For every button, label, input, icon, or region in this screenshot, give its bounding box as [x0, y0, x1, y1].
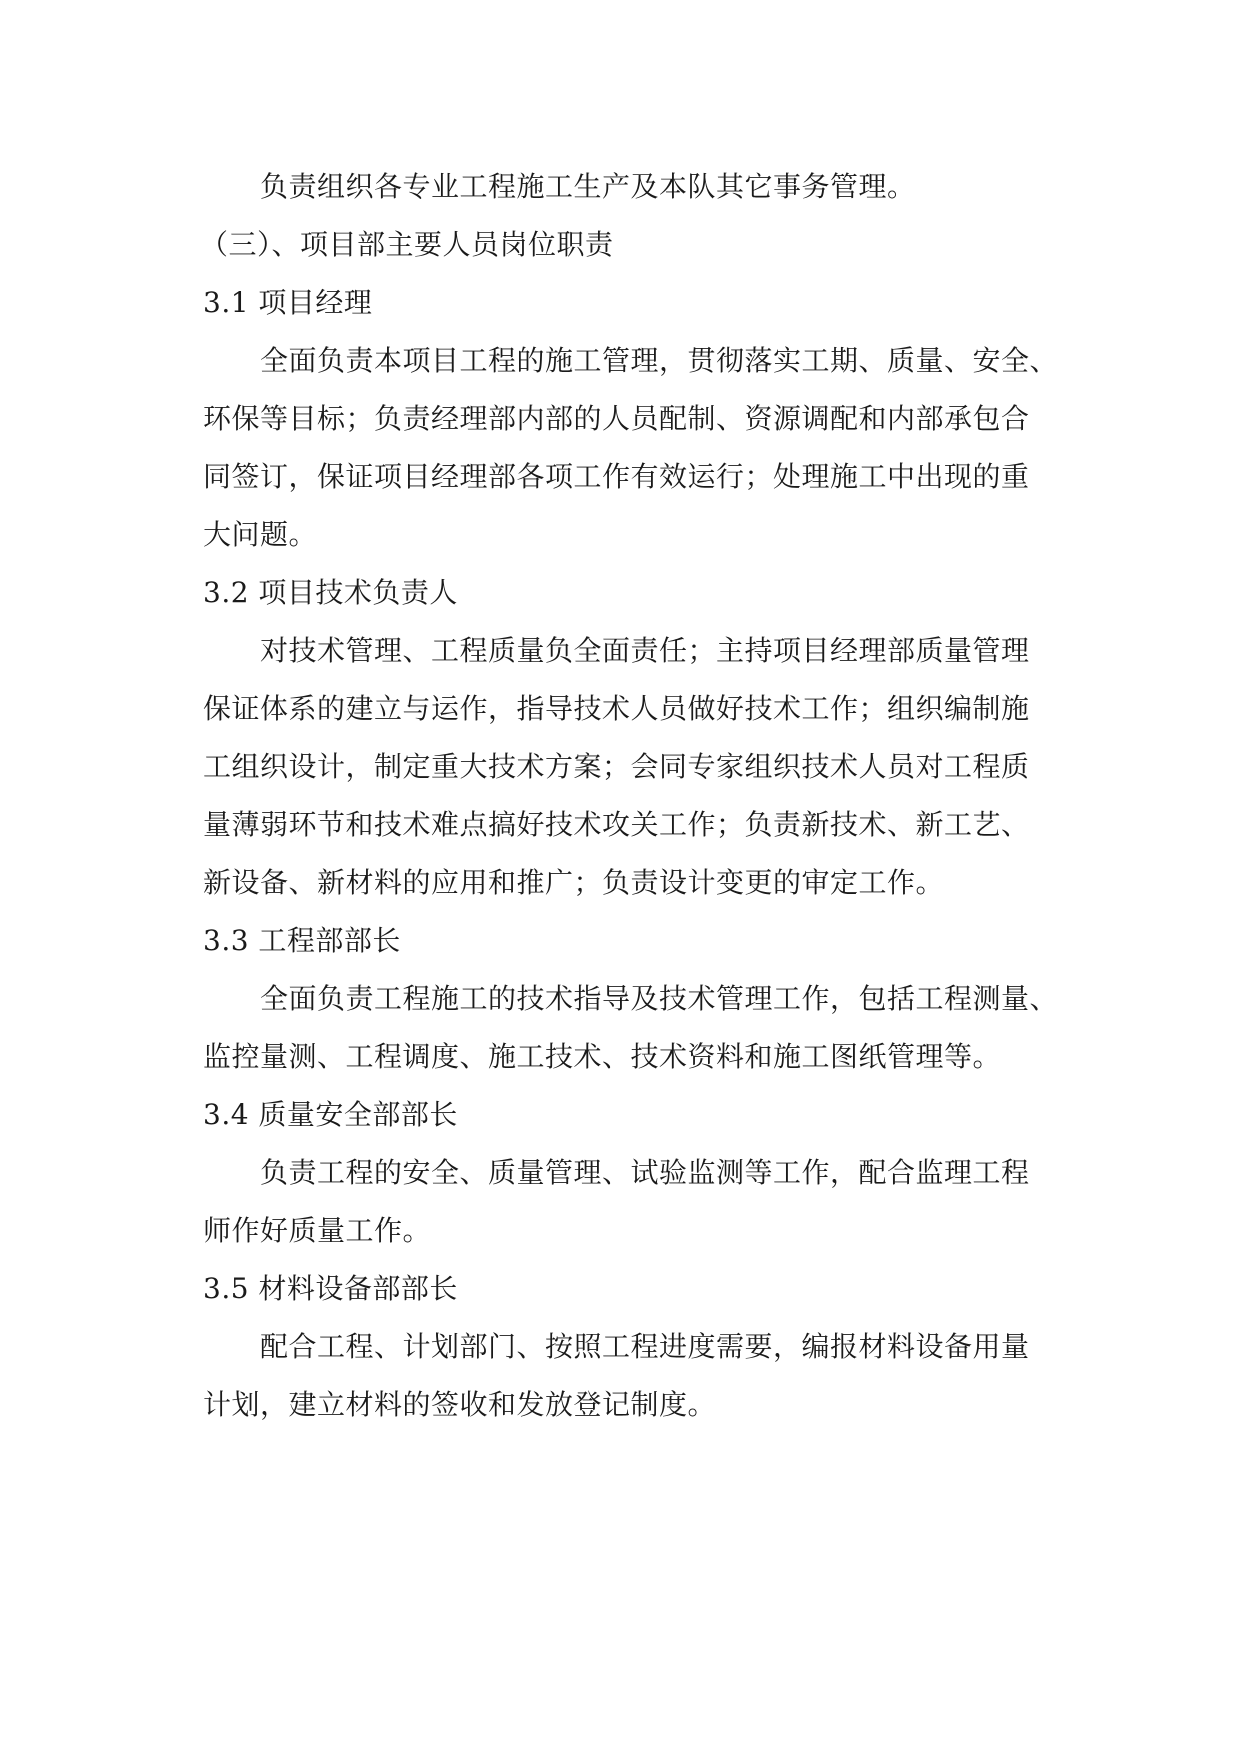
paragraph-line: 环保等目标；负责经理部内部的人员配制、资源调配和内部承包合	[203, 402, 1030, 435]
paragraph-line: 保证体系的建立与运作，指导技术人员做好技术工作；组织编制施	[203, 692, 1030, 725]
document-body	[200, 158, 1065, 1434]
paragraph-line: 全面负责工程施工的技术指导及技术管理工作，包括工程测量、	[260, 982, 1059, 1015]
paragraph-line: 配合工程、计划部门、按照工程进度需要，编报材料设备用量	[260, 1330, 1030, 1363]
paragraph-line: 同签订，保证项目经理部各项工作有效运行；处理施工中出现的重	[203, 460, 1030, 493]
paragraph-line: 工组织设计，制定重大技术方案；会同专家组织技术人员对工程质	[203, 750, 1030, 783]
subsection-heading: 3.4 质量安全部部长	[203, 1098, 458, 1131]
paragraph-line: 师作好质量工作。	[203, 1214, 432, 1247]
paragraph-line: 负责工程的安全、质量管理、试验监测等工作，配合监理工程	[260, 1156, 1030, 1189]
paragraph-line: 对技术管理、工程质量负全面责任；主持项目经理部质量管理	[260, 634, 1030, 667]
subsection-heading: 3.1 项目经理	[203, 286, 373, 319]
subsection-heading: 3.3 工程部部长	[203, 924, 401, 957]
subsection-heading: 3.5 材料设备部部长	[203, 1272, 458, 1305]
subsection-heading: 3.2 项目技术负责人	[203, 576, 458, 609]
section-heading: （三）、项目部主要人员岗位职责	[200, 228, 614, 261]
paragraph-line: 全面负责本项目工程的施工管理，贯彻落实工期、质量、安全、	[260, 344, 1059, 377]
paragraph-line: 监控量测、工程调度、施工技术、技术资料和施工图纸管理等。	[203, 1040, 1002, 1073]
paragraph-line: 负责组织各专业工程施工生产及本队其它事务管理。	[260, 170, 916, 203]
paragraph-line: 计划，建立材料的签收和发放登记制度。	[203, 1388, 717, 1421]
paragraph-line: 大问题。	[203, 518, 318, 551]
paragraph-line: 量薄弱环节和技术难点搞好技术攻关工作；负责新技术、新工艺、	[203, 808, 1030, 841]
paragraph-line: 新设备、新材料的应用和推广；负责设计变更的审定工作。	[203, 866, 945, 899]
